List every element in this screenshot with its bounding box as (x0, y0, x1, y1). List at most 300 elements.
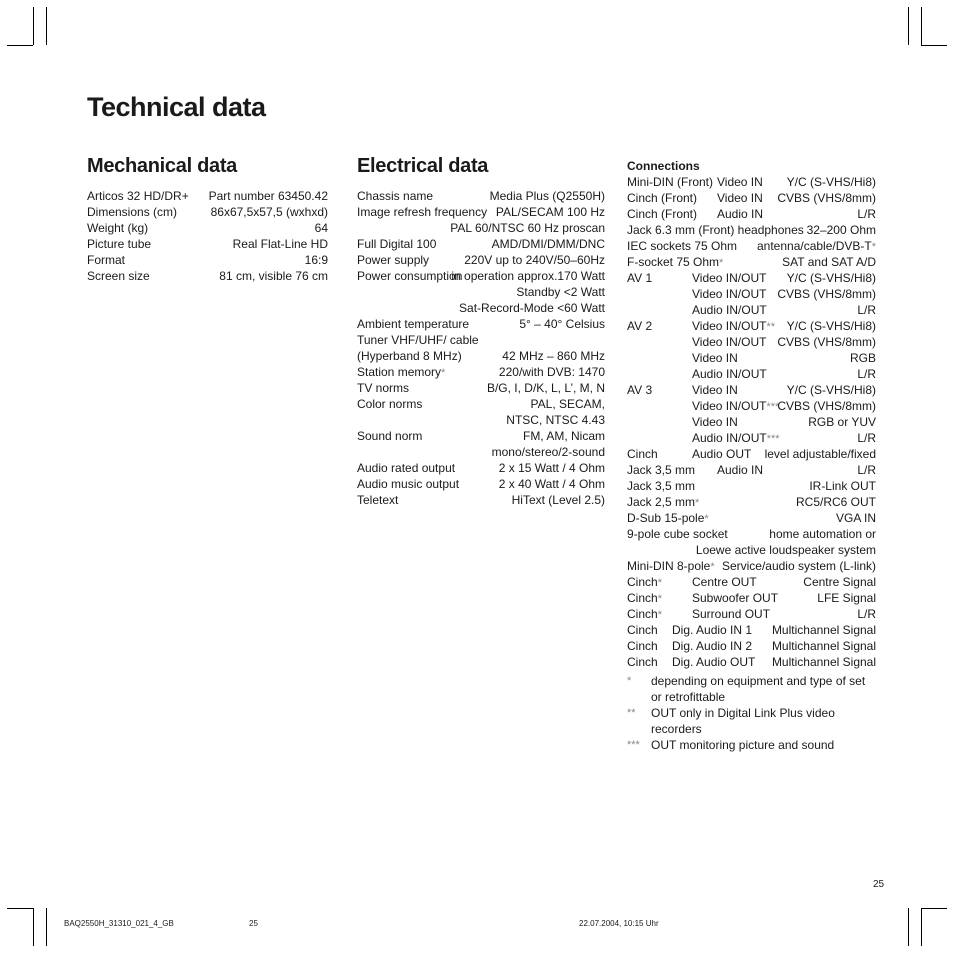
connector-value (777, 190, 876, 206)
table-row (87, 236, 328, 252)
connector-name-text: Cinch (627, 575, 658, 589)
connector-value (787, 382, 876, 398)
row-value: 2 x 40 Watt / 4 Ohm (498, 477, 605, 491)
row-value: 64 (314, 221, 328, 235)
row-label-text: Sound norm (357, 429, 423, 443)
table-row (87, 252, 328, 268)
connector-signal-text: Audio IN/OUT (692, 431, 767, 445)
connector-signal-text: Centre OUT (692, 575, 757, 589)
row-label (87, 220, 148, 236)
connector-name-text: Mini-DIN (Front) (627, 175, 713, 189)
table-row (627, 254, 876, 270)
footnote (627, 705, 877, 737)
connector-name (627, 654, 658, 670)
footnotes (627, 673, 877, 753)
connector-signal-text: Audio IN/OUT (692, 303, 767, 317)
row-label (357, 476, 459, 492)
connector-signal-text: Subwoofer OUT (692, 591, 779, 605)
connector-name (627, 510, 709, 527)
connector-value-text: level adjustable/fixed (764, 447, 876, 461)
connector-signal (717, 206, 763, 222)
table-row (627, 222, 876, 238)
row-label-text: Audio music output (357, 477, 460, 491)
row-label (357, 492, 398, 508)
row-value: FM, AM, Nicam (522, 429, 605, 443)
table-row (627, 238, 876, 254)
table-row (627, 206, 876, 222)
table-row (627, 318, 876, 334)
connections-table (627, 158, 876, 670)
connector-signal-text: Audio OUT (692, 447, 752, 461)
row-value: 86x67,5x57,5 (wxhxd) (210, 205, 328, 219)
table-row (627, 574, 876, 590)
row-label-text: Format (87, 253, 126, 267)
connector-name (627, 318, 652, 334)
row-value: Sat-Record-Mode <60 Watt (459, 301, 605, 315)
footer-page: 25 (249, 919, 258, 928)
connector-value-text: RC5/RC6 OUT (795, 495, 876, 509)
connector-value (809, 478, 876, 494)
connector-signal-text: Video IN (692, 351, 738, 365)
crop-mark (33, 7, 34, 45)
row-label (357, 236, 436, 252)
table-row (627, 286, 876, 302)
table-row (357, 300, 605, 316)
asterisk-mark: * (719, 257, 724, 269)
row-value: 16:9 (304, 253, 328, 267)
row-value: 220/with DVB: 1470 (498, 365, 605, 379)
connector-name (627, 606, 662, 623)
row-value: 5° – 40° Celsius (519, 317, 605, 331)
connector-signal (692, 302, 767, 318)
connector-value-text: L/R (857, 463, 876, 477)
asterisk-mark: * (695, 497, 700, 509)
connector-name-text: AV 3 (627, 383, 653, 397)
connector-signal (692, 446, 751, 462)
table-row (627, 494, 876, 510)
footnote-mark: ** (627, 707, 636, 719)
row-value: Part number 63450.42 (208, 189, 328, 203)
table-row (627, 478, 876, 494)
connector-value (787, 174, 876, 190)
table-row (357, 236, 605, 252)
table-row (627, 398, 876, 414)
connector-value-text: L/R (857, 303, 876, 317)
connector-value (772, 654, 876, 670)
connector-name (627, 254, 723, 271)
table-row (627, 270, 876, 286)
connector-value (757, 238, 876, 255)
connector-value (787, 318, 876, 334)
connector-name (627, 206, 697, 222)
row-value: 81 cm, visible 76 cm (219, 269, 328, 283)
connector-value-text: CVBS (VHS/8mm) (777, 335, 876, 349)
connector-name (627, 222, 804, 238)
connector-signal-text: Video IN (692, 415, 738, 429)
connector-value-text: 32–200 Ohm (806, 223, 876, 237)
table-row (357, 396, 605, 412)
table-row (627, 366, 876, 382)
connector-signal-text: Dig. Audio IN 1 (672, 623, 753, 637)
connector-name-text: Jack 3,5 mm (627, 479, 696, 493)
connector-value (777, 286, 876, 302)
crop-mark (908, 908, 909, 946)
connector-name-text: AV 1 (627, 271, 653, 285)
table-row (357, 332, 605, 348)
table-row (627, 302, 876, 318)
table-row (357, 252, 605, 268)
footnote-text: OUT monitoring picture and sound (651, 738, 835, 752)
connector-name-text: IEC sockets 75 Ohm (627, 239, 738, 253)
row-label (87, 268, 150, 284)
table-row (627, 174, 876, 190)
table-row (627, 638, 876, 654)
connector-signal (692, 414, 738, 430)
connector-name-text: Cinch (627, 607, 658, 621)
connector-value-text: Multichannel Signal (771, 623, 876, 637)
row-value: 220V up to 240V/50–60Hz (464, 253, 605, 267)
crop-mark (921, 45, 947, 46)
connector-value-text: Centre Signal (803, 575, 876, 589)
connector-signal (692, 590, 778, 606)
footer-file: BAQ2550H_31310_021_4_GB (64, 919, 174, 928)
footnote-text: OUT only in Digital Link Plus video recorders (651, 706, 835, 736)
table-row (627, 190, 876, 206)
asterisk-mark: ** (766, 321, 776, 333)
row-label-text: Power supply (357, 253, 430, 267)
row-label-text: Power consumption (357, 269, 463, 283)
table-row (357, 380, 605, 396)
table-row (627, 446, 876, 462)
connector-value-text: L/R (857, 207, 876, 221)
connector-value (722, 558, 876, 574)
connector-signal-text: Video IN (692, 383, 738, 397)
table-row (627, 414, 876, 430)
row-value: PAL/SECAM 100 Hz (495, 205, 605, 219)
row-value: HiText (Level 2.5) (511, 493, 605, 507)
table-row (627, 334, 876, 350)
connections-title: Connections (627, 159, 700, 173)
table-row (357, 316, 605, 332)
connector-signal (692, 318, 775, 335)
connector-value-text: VGA IN (835, 511, 876, 525)
connector-signal (692, 398, 779, 415)
connector-name (627, 622, 658, 638)
connector-name-text: Jack 3,5 mm (627, 463, 696, 477)
connector-name (627, 574, 662, 591)
connector-signal (692, 334, 766, 350)
row-label-text: Image refresh frequency (357, 205, 488, 219)
connector-name-text: Jack 6.3 mm (Front) headphones (627, 223, 804, 237)
table-row (627, 382, 876, 398)
crop-mark (908, 7, 909, 45)
row-value: B/G, I, D/K, L, L’, M, N (486, 381, 605, 395)
row-label-text: TV norms (357, 381, 410, 395)
connector-signal-text: Video IN (717, 175, 763, 189)
connector-name-text: Mini-DIN 8-pole (627, 559, 711, 573)
connector-value (796, 494, 876, 510)
row-value: PAL 60/NTSC 60 Hz proscan (450, 221, 605, 235)
table-row (357, 188, 605, 204)
connector-signal-text: Video IN (717, 191, 763, 205)
connector-name-text: Cinch (Front) (627, 191, 698, 205)
connector-value (787, 270, 876, 286)
connector-value (777, 398, 876, 414)
row-label (87, 204, 177, 220)
connector-value (836, 510, 876, 526)
connector-value-text: IR-Link OUT (809, 479, 876, 493)
connector-signal (692, 350, 738, 366)
connector-name (627, 494, 699, 511)
connector-name (627, 526, 728, 542)
table-row (357, 220, 605, 236)
table-row (357, 348, 605, 364)
crop-mark (33, 908, 34, 946)
connector-value (857, 302, 876, 318)
row-label (357, 396, 422, 412)
row-value: NTSC, NTSC 4.43 (506, 413, 605, 427)
connector-value-text: RGB or YUV (808, 415, 876, 429)
connector-signal-text: Video IN/OUT (692, 335, 767, 349)
row-label (357, 268, 462, 284)
connector-signal-text: Video IN/OUT (692, 271, 767, 285)
row-label (357, 252, 429, 268)
row-value: mono/stereo/2-sound (491, 445, 605, 459)
mechanical-title: Mechanical data (87, 155, 238, 177)
connector-value-text: L/R (857, 607, 876, 621)
connector-value-text: Y/C (S-VHS/Hi8) (786, 383, 876, 397)
table-row (627, 510, 876, 526)
connector-name-text: Cinch (627, 447, 658, 461)
connector-value (817, 590, 876, 606)
row-label-text: Station memory (357, 365, 442, 379)
connector-name (627, 462, 695, 478)
connector-signal (692, 270, 766, 286)
connector-name (627, 558, 715, 575)
crop-mark (7, 908, 33, 909)
connector-value-text: Service/audio system (L-link) (721, 559, 876, 573)
connector-name (627, 238, 737, 254)
table-row (627, 462, 876, 478)
footnote (627, 673, 877, 705)
connector-signal (717, 174, 763, 190)
asterisk-mark: * (441, 367, 446, 379)
connector-value-text: SAT and SAT A/D (782, 255, 876, 269)
crop-mark (921, 908, 922, 946)
connector-name (627, 446, 658, 462)
table-row (87, 204, 328, 220)
table-row (627, 430, 876, 446)
connector-value (772, 622, 876, 638)
crop-mark (46, 7, 47, 45)
table-row (627, 590, 876, 606)
connector-value-text: Y/C (S-VHS/Hi8) (786, 175, 876, 189)
connector-value-text: Y/C (S-VHS/Hi8) (786, 319, 876, 333)
connector-value (782, 254, 876, 270)
connector-value (769, 526, 876, 542)
connector-value-text: L/R (857, 367, 876, 381)
table-row (87, 220, 328, 236)
page-title: Technical data (87, 92, 266, 122)
table-row (357, 268, 605, 284)
connector-signal-text: Surround OUT (692, 607, 771, 621)
row-label (357, 348, 462, 364)
connector-value (765, 446, 876, 462)
connector-signal-text: Video IN/OUT (692, 319, 767, 333)
connector-name-text: Cinch (627, 591, 658, 605)
connector-signal (672, 622, 752, 638)
connector-signal (692, 286, 766, 302)
electrical-title: Electrical data (357, 155, 489, 177)
row-value: Real Flat-Line HD (232, 237, 328, 251)
row-label-text: Teletext (357, 493, 399, 507)
connector-value (857, 462, 876, 478)
asterisk-mark: *** (766, 433, 780, 445)
connector-signal-text: Audio IN (717, 463, 764, 477)
table-row (357, 460, 605, 476)
row-label-text: Chassis name (357, 189, 434, 203)
row-label (357, 380, 409, 396)
connector-value-text: Multichannel Signal (771, 639, 876, 653)
connector-signal-text: Dig. Audio OUT (672, 655, 756, 669)
row-value: in operation approx.170 Watt (451, 269, 605, 283)
connector-name (627, 270, 652, 286)
row-label-text: Weight (kg) (87, 221, 149, 235)
row-label-text: Ambient temperature (357, 317, 470, 331)
connector-value-text: L/R (857, 431, 876, 445)
row-label-text: (Hyperband 8 MHz) (357, 349, 462, 363)
row-label-text: Tuner VHF/UHF/ cable (357, 333, 479, 347)
connector-value (850, 350, 876, 366)
connector-name-text: D-Sub 15-pole (627, 511, 705, 525)
row-value: 2 x 15 Watt / 4 Ohm (498, 461, 605, 475)
connector-value (777, 334, 876, 350)
connector-name-text: Jack 2,5 mm (627, 495, 696, 509)
connector-value (857, 606, 876, 622)
asterisk-mark: * (657, 577, 662, 589)
asterisk-mark: * (710, 561, 715, 573)
connector-name (627, 478, 695, 494)
row-label (357, 316, 469, 332)
connector-value (807, 222, 876, 238)
asterisk-mark: * (704, 513, 709, 525)
connector-signal (672, 654, 755, 670)
connector-value-text: Loewe active loudspeaker system (695, 543, 876, 557)
table-row (627, 622, 876, 638)
electrical-table (357, 188, 605, 508)
table-row (357, 444, 605, 460)
row-label (357, 332, 479, 348)
table-row (357, 284, 605, 300)
connector-value (696, 542, 876, 558)
table-row (357, 428, 605, 444)
table-row (627, 350, 876, 366)
crop-mark (921, 7, 922, 45)
crop-mark (921, 908, 947, 909)
asterisk-mark: * (871, 241, 876, 253)
connector-value-text: antenna/cable/DVB-T (756, 239, 872, 253)
connector-signal (692, 366, 767, 382)
connector-value (857, 430, 876, 446)
table-row (87, 268, 328, 284)
asterisk-mark: *** (766, 401, 780, 413)
connector-signal (692, 574, 757, 590)
page-number: 25 (873, 879, 885, 890)
crop-mark (7, 45, 33, 46)
footnote-text: depending on equipment and type of set or retrofittable (651, 674, 866, 704)
row-label (357, 204, 487, 220)
connector-value (772, 638, 876, 654)
connector-signal (717, 462, 763, 478)
connector-signal (672, 638, 752, 654)
mechanical-table (87, 188, 328, 284)
row-label (357, 428, 422, 444)
table-row (627, 558, 876, 574)
table-row (357, 412, 605, 428)
footnote (627, 737, 877, 753)
table-row (627, 606, 876, 622)
row-label (357, 460, 455, 476)
connector-name-text: Cinch (627, 639, 658, 653)
connector-name (627, 382, 652, 398)
connector-name-text: Cinch (Front) (627, 207, 698, 221)
table-row (357, 364, 605, 380)
row-label (357, 364, 445, 381)
connector-value-text: CVBS (VHS/8mm) (777, 191, 876, 205)
row-value: Standby <2 Watt (516, 285, 605, 299)
row-label-text: Screen size (87, 269, 150, 283)
row-label (87, 252, 125, 268)
row-label-text: Dimensions (cm) (87, 205, 178, 219)
connector-value-text: Y/C (S-VHS/Hi8) (786, 271, 876, 285)
row-label (87, 236, 151, 252)
connector-signal (717, 190, 763, 206)
row-value: 42 MHz – 860 MHz (502, 349, 605, 363)
table-row (627, 526, 876, 542)
row-label (87, 188, 189, 204)
row-value: PAL, SECAM, (530, 397, 605, 411)
connector-signal (692, 606, 770, 622)
row-label-text: Color norms (357, 397, 423, 411)
connector-name (627, 190, 697, 206)
connector-signal-text: Audio IN (717, 207, 764, 221)
row-label-text: Audio rated output (357, 461, 456, 475)
connector-signal-text: Video IN/OUT (692, 287, 767, 301)
connector-value-text: LFE Signal (817, 591, 876, 605)
connector-value (857, 206, 876, 222)
table-row (627, 654, 876, 670)
row-label-text: Articos 32 HD/DR+ (87, 189, 189, 203)
connector-value (857, 366, 876, 382)
connector-signal-text: Audio IN/OUT (692, 367, 767, 381)
footer-date: 22.07.2004, 10:15 Uhr (579, 919, 659, 928)
connector-value-text: home automation or (769, 527, 876, 541)
connector-name-text: Cinch (627, 623, 658, 637)
row-value: AMD/DMI/DMM/DNC (491, 237, 605, 251)
connector-name-text: Cinch (627, 655, 658, 669)
table-row (87, 188, 328, 204)
row-label-text: Picture tube (87, 237, 152, 251)
row-label (357, 188, 433, 204)
connector-value-text: CVBS (VHS/8mm) (777, 399, 876, 413)
table-row (357, 476, 605, 492)
row-label-text: Full Digital 100 (357, 237, 437, 251)
connector-name (627, 590, 662, 607)
connector-signal (692, 382, 738, 398)
table-row (357, 204, 605, 220)
footnote-mark: * (627, 675, 632, 687)
connector-name (627, 638, 658, 654)
